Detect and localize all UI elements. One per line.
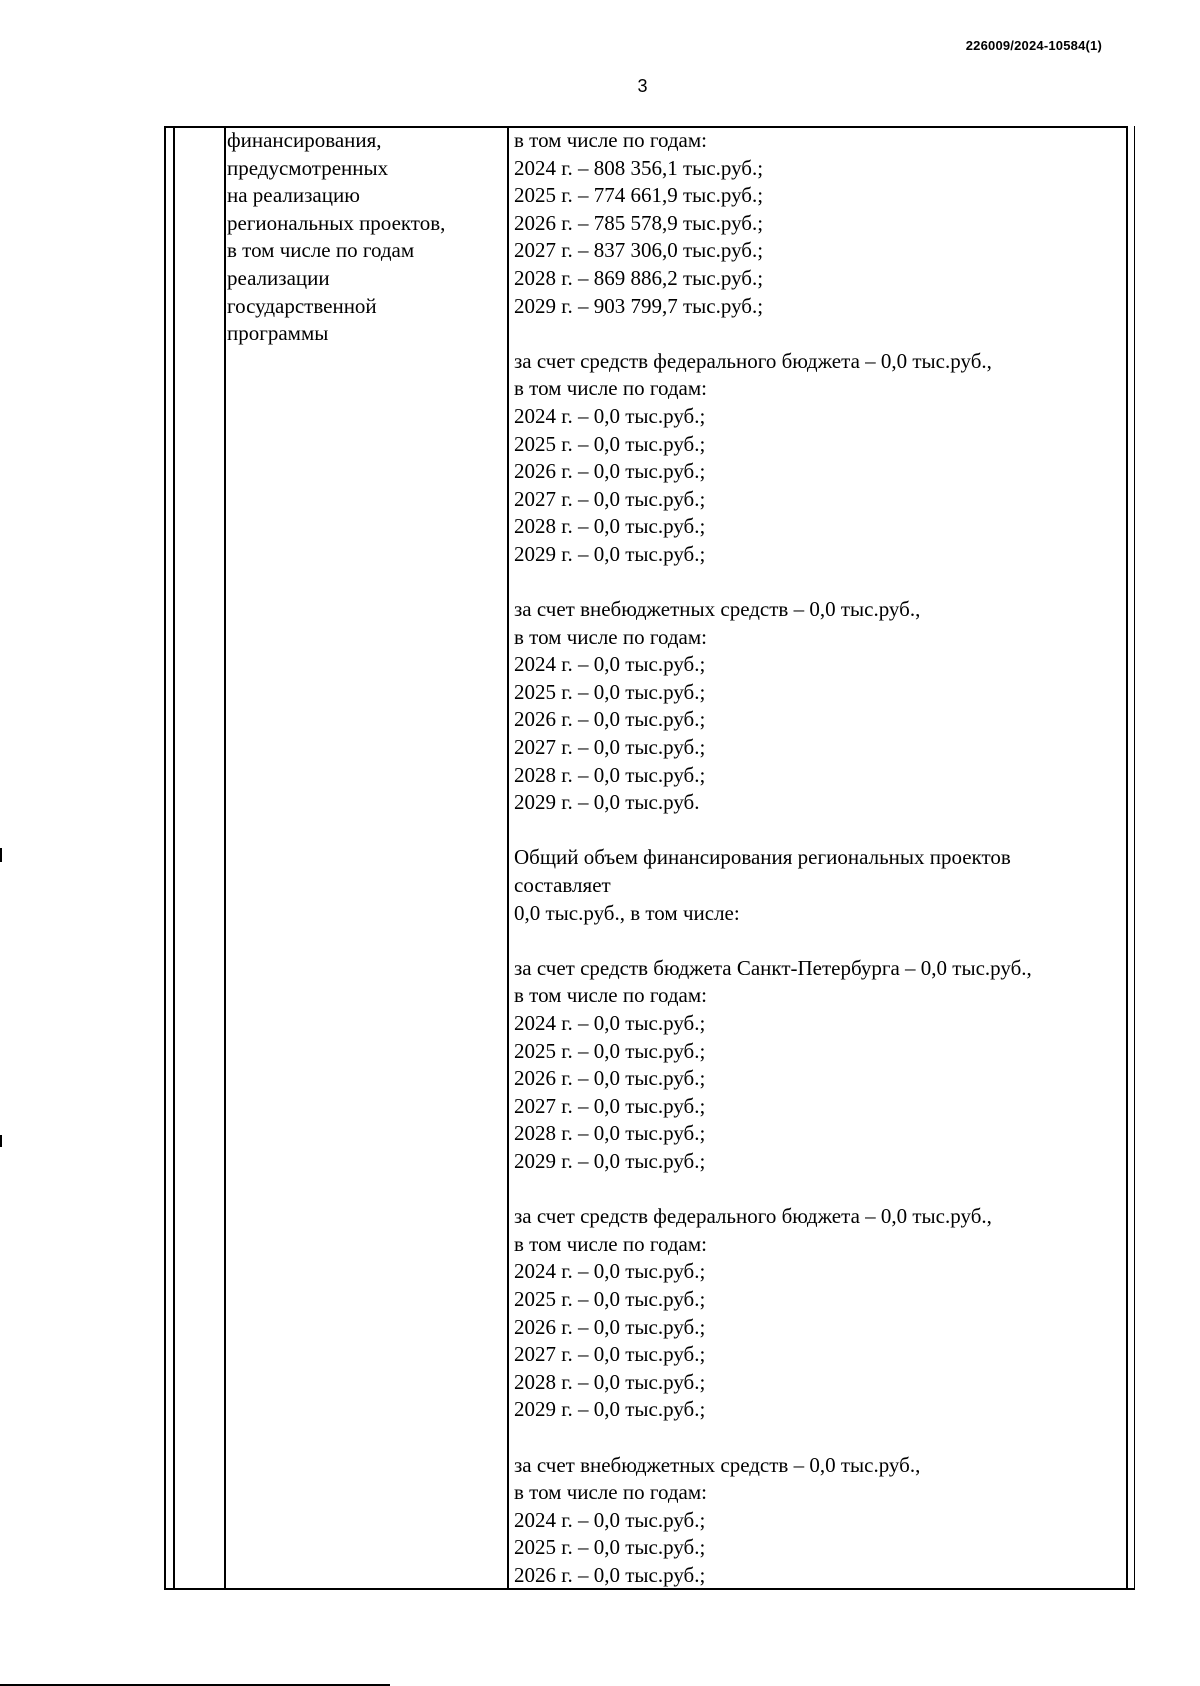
value-line: 2027 г. – 0,0 тыс.руб.; [514,486,706,511]
value-line: в том числе по годам: [514,1480,707,1505]
value-line: за счет внебюджетных средств – 0,0 тыс.руб., [514,597,921,622]
value-line: 0,0 тыс.руб., в том числе: [514,900,740,925]
table-col1-divider [173,126,175,1589]
label-line: региональных проектов, [227,210,446,235]
value-line: 2025 г. – 774 661,9 тыс.руб.; [514,183,764,208]
funding-block-federal-regional [514,1203,1134,1424]
regional-projects-total [514,844,1134,927]
value-line: 2024 г. – 808 356,1 тыс.руб.; [514,155,764,180]
table-col2-divider [224,126,226,1589]
value-line: 2025 г. – 0,0 тыс.руб.; [514,1535,706,1560]
funding-block-federal [514,348,1134,569]
value-line: 2026 г. – 0,0 тыс.руб.; [514,1314,706,1339]
value-line: за счет средств бюджета Санкт-Петербурга – 0,0 тыс.руб., [514,955,1032,980]
value-line: 2025 г. – 0,0 тыс.руб.; [514,1286,706,1311]
label-line: финансирования, [227,128,382,152]
funding-block-extrabudgetary [514,596,1134,817]
label-line: предусмотренных [227,155,389,180]
table-col3-divider [507,126,509,1589]
value-line: в том числе по годам: [514,624,707,649]
value-line: 2024 г. – 0,0 тыс.руб.; [514,1011,706,1035]
value-line: 2028 г. – 0,0 тыс.руб.; [514,762,706,787]
page-number: 3 [637,76,648,96]
scan-edge-mark [0,848,2,862]
value-line: 2024 г. – 0,0 тыс.руб.; [514,652,706,677]
value-line: 2028 г. – 0,0 тыс.руб.; [514,1369,706,1394]
value-line: составляет [514,873,611,898]
value-line: 2024 г. – 0,0 тыс.руб.; [514,1259,706,1284]
value-line: за счет средств федерального бюджета – 0,0 тыс.руб., [514,1204,992,1229]
table-left-border [164,126,166,1589]
paragraph-gap [514,817,1134,845]
funding-block-spb-budget [514,955,1134,1176]
paragraph-gap [514,320,1134,348]
row-label-cell [227,127,497,348]
value-line: 2029 г. – 0,0 тыс.руб. [514,790,700,815]
value-line: Общий объем финансирования региональных проектов [514,845,1011,870]
value-line: за счет внебюджетных средств – 0,0 тыс.руб., [514,1452,921,1477]
paragraph-gap [514,927,1134,955]
value-line: 2028 г. – 0,0 тыс.руб.; [514,514,706,539]
label-line: реализации [227,265,330,290]
scan-edge-mark [0,1135,2,1147]
paragraph-gap [514,1424,1134,1452]
value-line: за счет средств федерального бюджета – 0,0 тыс.руб., [514,348,992,373]
value-line: 2029 г. – 0,0 тыс.руб.; [514,1397,706,1422]
value-line: 2027 г. – 0,0 тыс.руб.; [514,1093,706,1118]
funding-block-total-by-year [514,127,1134,320]
value-line: 2026 г. – 0,0 тыс.руб.; [514,459,706,484]
label-line: в том числе по годам [227,238,415,263]
value-line: 2029 г. – 0,0 тыс.руб.; [514,541,706,566]
paragraph-gap [514,1176,1134,1204]
value-line: 2029 г. – 903 799,7 тыс.руб.; [514,293,764,318]
value-line: 2024 г. – 0,0 тыс.руб.; [514,403,706,428]
value-line: 2025 г. – 0,0 тыс.руб.; [514,679,706,704]
value-line: в том числе по годам: [514,128,707,152]
value-line: 2027 г. – 0,0 тыс.руб.; [514,1342,706,1367]
value-line: в том числе по годам: [514,1231,707,1256]
row-value-cell [514,127,1134,1589]
funding-block-extrabudgetary-regional [514,1452,1134,1590]
value-line: 2025 г. – 0,0 тыс.руб.; [514,1038,706,1063]
paragraph-gap [514,569,1134,597]
value-line: 2027 г. – 837 306,0 тыс.руб.; [514,238,764,263]
value-line: 2028 г. – 0,0 тыс.руб.; [514,1121,706,1146]
document-id: 226009/2024-10584(1) [965,38,1102,53]
value-line: 2026 г. – 0,0 тыс.руб.; [514,1562,706,1587]
value-line: 2028 г. – 869 886,2 тыс.руб.; [514,265,764,290]
value-line: 2024 г. – 0,0 тыс.руб.; [514,1507,706,1532]
value-line: 2026 г. – 785 578,9 тыс.руб.; [514,210,764,235]
value-line: 2026 г. – 0,0 тыс.руб.; [514,707,706,732]
value-line: 2026 г. – 0,0 тыс.руб.; [514,1066,706,1091]
value-line: 2027 г. – 0,0 тыс.руб.; [514,735,706,760]
label-line: программы [227,321,329,346]
table-right-border-inner [1134,126,1135,1589]
value-line: в том числе по годам: [514,983,707,1008]
value-line: 2029 г. – 0,0 тыс.руб.; [514,1148,706,1173]
value-line: в том числе по годам: [514,376,707,401]
label-line: государственной [227,293,377,318]
value-line: 2025 г. – 0,0 тыс.руб.; [514,431,706,456]
label-line: на реализацию [227,183,360,208]
